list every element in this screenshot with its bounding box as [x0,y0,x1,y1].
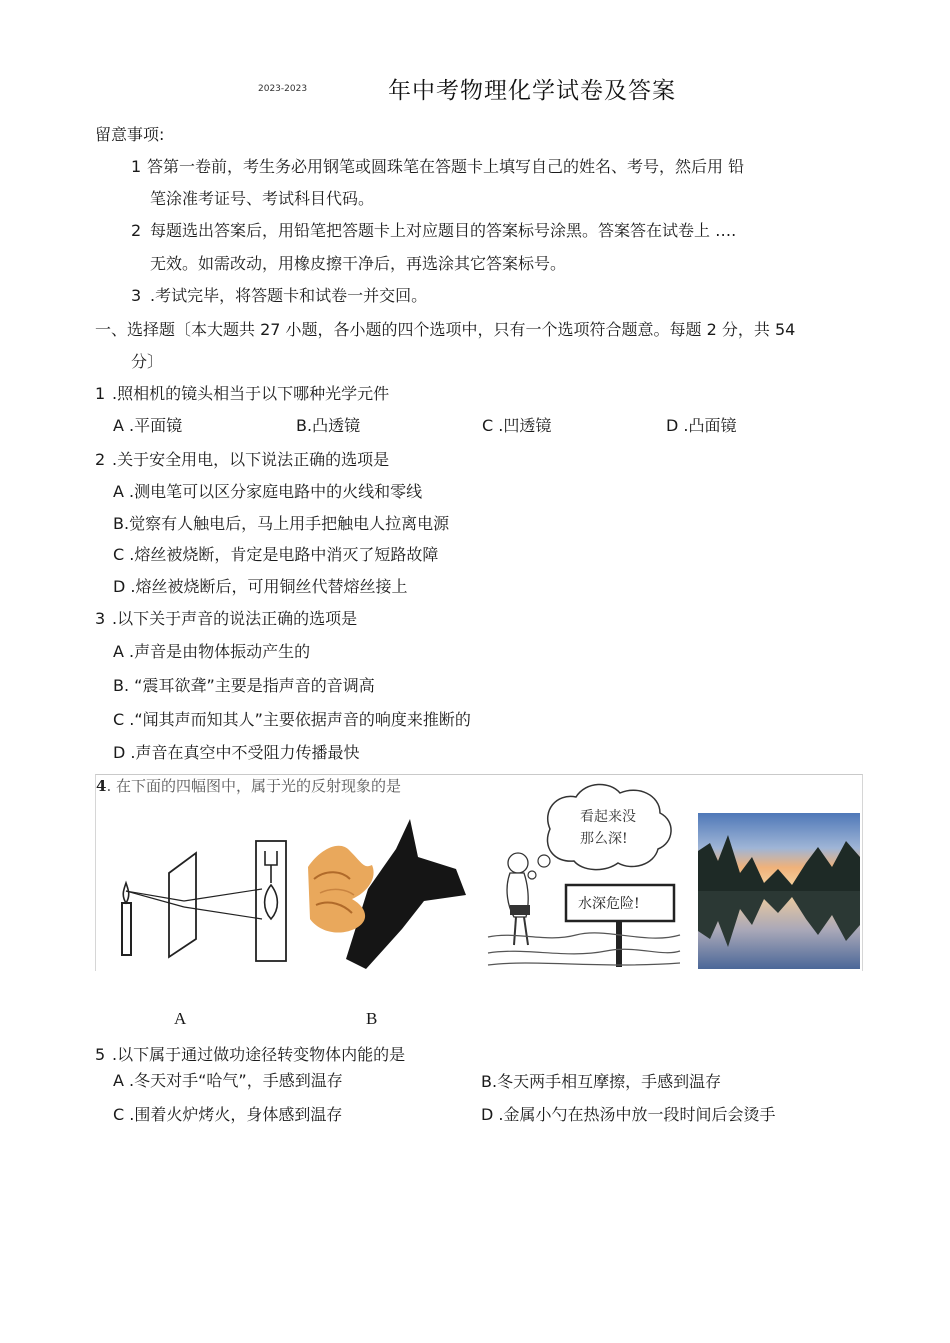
year-range: 2023-2023 [258,84,308,94]
mountain-reflection-photo [698,813,860,969]
question-number: 5 [95,1045,106,1064]
question-4-prompt [96,775,401,796]
question-4-figure [95,774,863,971]
thought-bubble-line: 看起来没 [580,809,636,825]
question-stem: .关于安全用电，以下说法正确的选项是 [112,450,390,469]
option: C .熔丝被烧断，肯定是电路中消灭了短路故障 [113,545,439,564]
hand-shadow-image [306,809,472,969]
option: A .冬天对手“哈气”，手感到温存 [113,1071,343,1090]
question-number: 4 [96,777,107,795]
question-number: 1 [95,384,106,403]
option: A .平面镜 [113,416,183,435]
figure-label-a: A [174,1009,187,1028]
question-stem: . 在下面的四幅图中，属于光的反射现象的是 [106,777,401,795]
projection-diagram [114,831,294,971]
thought-bubble-line: 那么深! [580,831,628,847]
question-stem: .以下关于声音的说法正确的选项是 [112,609,358,628]
page-title: 年中考物理化学试卷及答案 [388,78,676,104]
option: D .金属小勺在热汤中放一段时间后会烫手 [481,1105,776,1124]
option: D .声音在真空中不受阻力传播最快 [113,743,360,762]
option: A .测电笔可以区分家庭电路中的火线和零线 [113,482,423,501]
option: B.凸透镜 [296,416,361,435]
note-text: 每题选出答案后，用铅笔把答题卡上对应题目的答案标号涂黑。答案答在试卷上 …. [150,221,737,240]
question-number: 3 [95,609,106,628]
question-number: 2 [95,450,106,469]
question-stem: .以下属于通过做功途径转变物体内能的是 [112,1045,406,1064]
option: C .“闻其声而知其人”主要依据声音的响度来推断的 [113,710,471,729]
option: B. “震耳欲聋”主要是指声音的音调高 [113,676,375,695]
option: C .凹透镜 [482,416,552,435]
option: B.觉察有人触电后，马上用手把触电人拉离电源 [113,514,450,533]
note-number: 1 [131,157,142,176]
figure-label-b: B [366,1009,378,1028]
note-text: 笔涂准考证号、考试科目代码。 [150,189,375,208]
notes-heading: 留意事项: [95,125,165,144]
option: D .熔丝被烧断后，可用铜丝代替熔丝接上 [113,577,408,596]
note-number: 3 [131,286,142,305]
note-text: 答第一卷前，考生务必用钢笔或圆珠笔在答题卡上填写自己的姓名、考号，然后用 铅 [147,157,745,176]
section-heading-cont: 分〕 [131,352,164,371]
option: D .凸面镜 [666,416,737,435]
question-stem: .照相机的镜头相当于以下哪种光学元件 [112,384,390,403]
note-text: .考试完毕，将答题卡和试卷一并交回。 [150,286,428,305]
option: C .围着火炉烤火，身体感到温存 [113,1105,343,1124]
note-text: 无效。如需改动，用橡皮擦干净后，再选涂其它答案标号。 [150,254,567,273]
warning-sign-text: 水深危险! [578,896,640,912]
section-heading: 一、选择题〔本大题共 27 小题，各小题的四个选项中，只有一个选项符合题意。每题 2 分，共 54 [95,320,796,339]
option: A .声音是由物体振动产生的 [113,642,311,661]
option: B.冬天两手相互摩擦，手感到温存 [481,1072,722,1091]
note-number: 2 [131,221,142,240]
cartoon-water-sign-image [486,777,682,971]
